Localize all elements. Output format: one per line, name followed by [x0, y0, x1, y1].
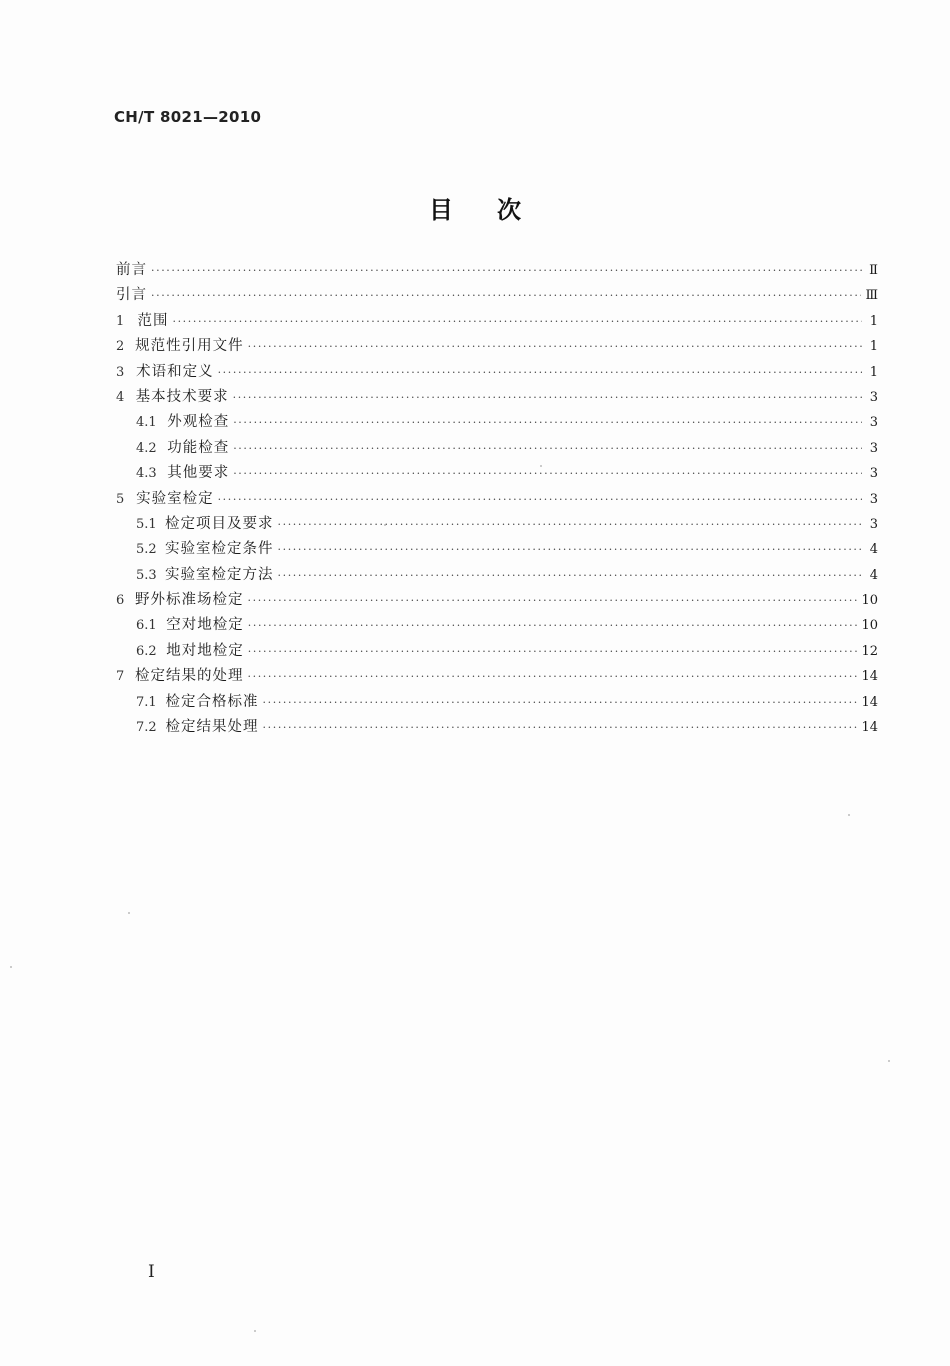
toc-entry-label: 术语和定义 [136, 363, 214, 380]
toc-entry[interactable] [116, 334, 878, 359]
toc-entry-label: 其他要求 [167, 465, 230, 482]
toc-entry[interactable] [116, 664, 878, 689]
toc-entry[interactable] [116, 360, 878, 385]
toc-entry-number: 6.1 [136, 618, 157, 634]
toc-entry[interactable] [116, 690, 878, 715]
toc-entry-label: 范围 [137, 312, 169, 329]
toc-leader-dots [218, 487, 862, 512]
toc-entry[interactable] [116, 512, 878, 537]
toc-entry-page: 3 [869, 466, 878, 482]
toc-leader-dots [278, 537, 862, 562]
toc-entry-page: Ⅲ [865, 288, 878, 304]
toc-leader-dots [233, 385, 862, 410]
toc-entry-number: 4 [116, 389, 125, 405]
toc-entry[interactable] [116, 715, 878, 740]
toc-entry-label: 基本技术要求 [135, 388, 229, 405]
toc-entry-page: 10 [861, 618, 878, 634]
toc-leader-dots [233, 410, 862, 435]
table-of-contents [116, 258, 878, 740]
toc-entry-label: 实验室检定 [136, 490, 214, 507]
toc-entry-page: 14 [861, 720, 878, 736]
toc-entry-page: 14 [861, 694, 878, 710]
toc-entry-page: 3 [869, 491, 878, 507]
toc-entry[interactable] [116, 487, 878, 512]
toc-entry-number: 7.1 [136, 694, 157, 710]
toc-entry[interactable] [116, 588, 878, 613]
toc-entry-label: 地对地检定 [166, 642, 244, 659]
toc-entry[interactable] [116, 309, 878, 334]
toc-entry-number: 4.3 [136, 466, 157, 482]
toc-entry-number: 6.2 [136, 643, 157, 659]
toc-entry[interactable] [116, 436, 878, 461]
scan-speck [888, 1060, 890, 1062]
toc-entry-label: 检定结果的处理 [135, 668, 244, 685]
toc-entry-label: 规范性引用文件 [135, 338, 244, 355]
toc-entry-label: 外观检查 [167, 414, 230, 431]
standard-code: CH/T 8021—2010 [114, 108, 262, 126]
toc-entry-page: Ⅱ [869, 263, 878, 278]
toc-leader-dots [263, 690, 858, 715]
scan-speck [384, 524, 386, 526]
toc-entry-number: 5 [116, 491, 125, 507]
page-number: I [148, 1262, 155, 1282]
toc-entry-page: 1 [869, 339, 878, 355]
toc-leader-dots [278, 512, 862, 537]
toc-entry-label: 检定合格标准 [165, 693, 259, 710]
toc-leader-dots [151, 258, 862, 283]
toc-leader-dots [248, 639, 858, 664]
toc-entry-page: 3 [869, 389, 878, 405]
toc-leader-dots [151, 283, 861, 308]
toc-entry-label: 引言 [116, 287, 147, 304]
toc-entry[interactable] [116, 385, 878, 410]
toc-entry-number: 5.3 [136, 567, 157, 583]
toc-entry[interactable] [116, 613, 878, 638]
toc-entry[interactable] [116, 258, 878, 283]
scan-speck [254, 1330, 256, 1332]
toc-entry[interactable] [116, 410, 878, 435]
toc-entry-label: 检定结果处理 [165, 719, 259, 736]
toc-leader-dots [278, 563, 862, 588]
toc-entry-label: 功能检查 [167, 439, 230, 456]
toc-entry-number: 1 [116, 313, 125, 329]
toc-leader-dots [248, 334, 862, 359]
toc-entry-page: 1 [869, 313, 878, 329]
toc-title: 目次 [429, 196, 565, 224]
toc-entry-label: 空对地检定 [166, 617, 244, 634]
toc-entry-label: 实验室检定条件 [165, 541, 274, 558]
toc-entry-page: 14 [861, 669, 878, 685]
toc-leader-dots [233, 436, 862, 461]
toc-entry[interactable] [116, 639, 878, 664]
toc-entry[interactable] [116, 283, 878, 308]
toc-entry-label: 检定项目及要求 [165, 515, 274, 532]
toc-entry-page: 3 [869, 516, 878, 532]
toc-entry-number: 2 [116, 339, 125, 355]
toc-entry-number: 3 [116, 364, 125, 380]
toc-entry[interactable] [116, 461, 878, 486]
scan-speck [128, 912, 130, 914]
toc-leader-dots [172, 309, 862, 334]
toc-entry-page: 12 [861, 643, 878, 659]
toc-leader-dots [233, 461, 862, 486]
scan-speck [848, 814, 850, 816]
toc-leader-dots [263, 715, 858, 740]
toc-entry-number: 6 [116, 593, 125, 609]
scan-speck [10, 966, 12, 968]
toc-entry-number: 5.2 [136, 542, 157, 558]
toc-entry-label: 实验室检定方法 [165, 566, 274, 583]
toc-leader-dots [218, 360, 862, 385]
toc-entry-number: 4.1 [136, 415, 157, 431]
toc-entry-page: 4 [869, 542, 878, 558]
toc-leader-dots [248, 613, 858, 638]
toc-entry-page: 3 [869, 415, 878, 431]
scan-speck [540, 465, 542, 467]
toc-entry-page: 1 [869, 364, 878, 380]
toc-entry-number: 5.1 [136, 516, 157, 532]
toc-entry-label: 野外标准场检定 [135, 592, 244, 609]
toc-entry-number: 7 [116, 669, 125, 685]
toc-entry-page: 10 [861, 593, 878, 609]
toc-leader-dots [248, 664, 858, 689]
toc-entry-number: 4.2 [136, 440, 157, 456]
toc-entry-label: 前言 [116, 262, 147, 278]
toc-entry-page: 3 [869, 440, 878, 456]
toc-leader-dots [248, 588, 858, 613]
toc-entry-number: 7.2 [136, 720, 157, 736]
toc-entry[interactable] [116, 563, 878, 588]
toc-entry-page: 4 [869, 567, 878, 583]
toc-entry[interactable] [116, 537, 878, 562]
